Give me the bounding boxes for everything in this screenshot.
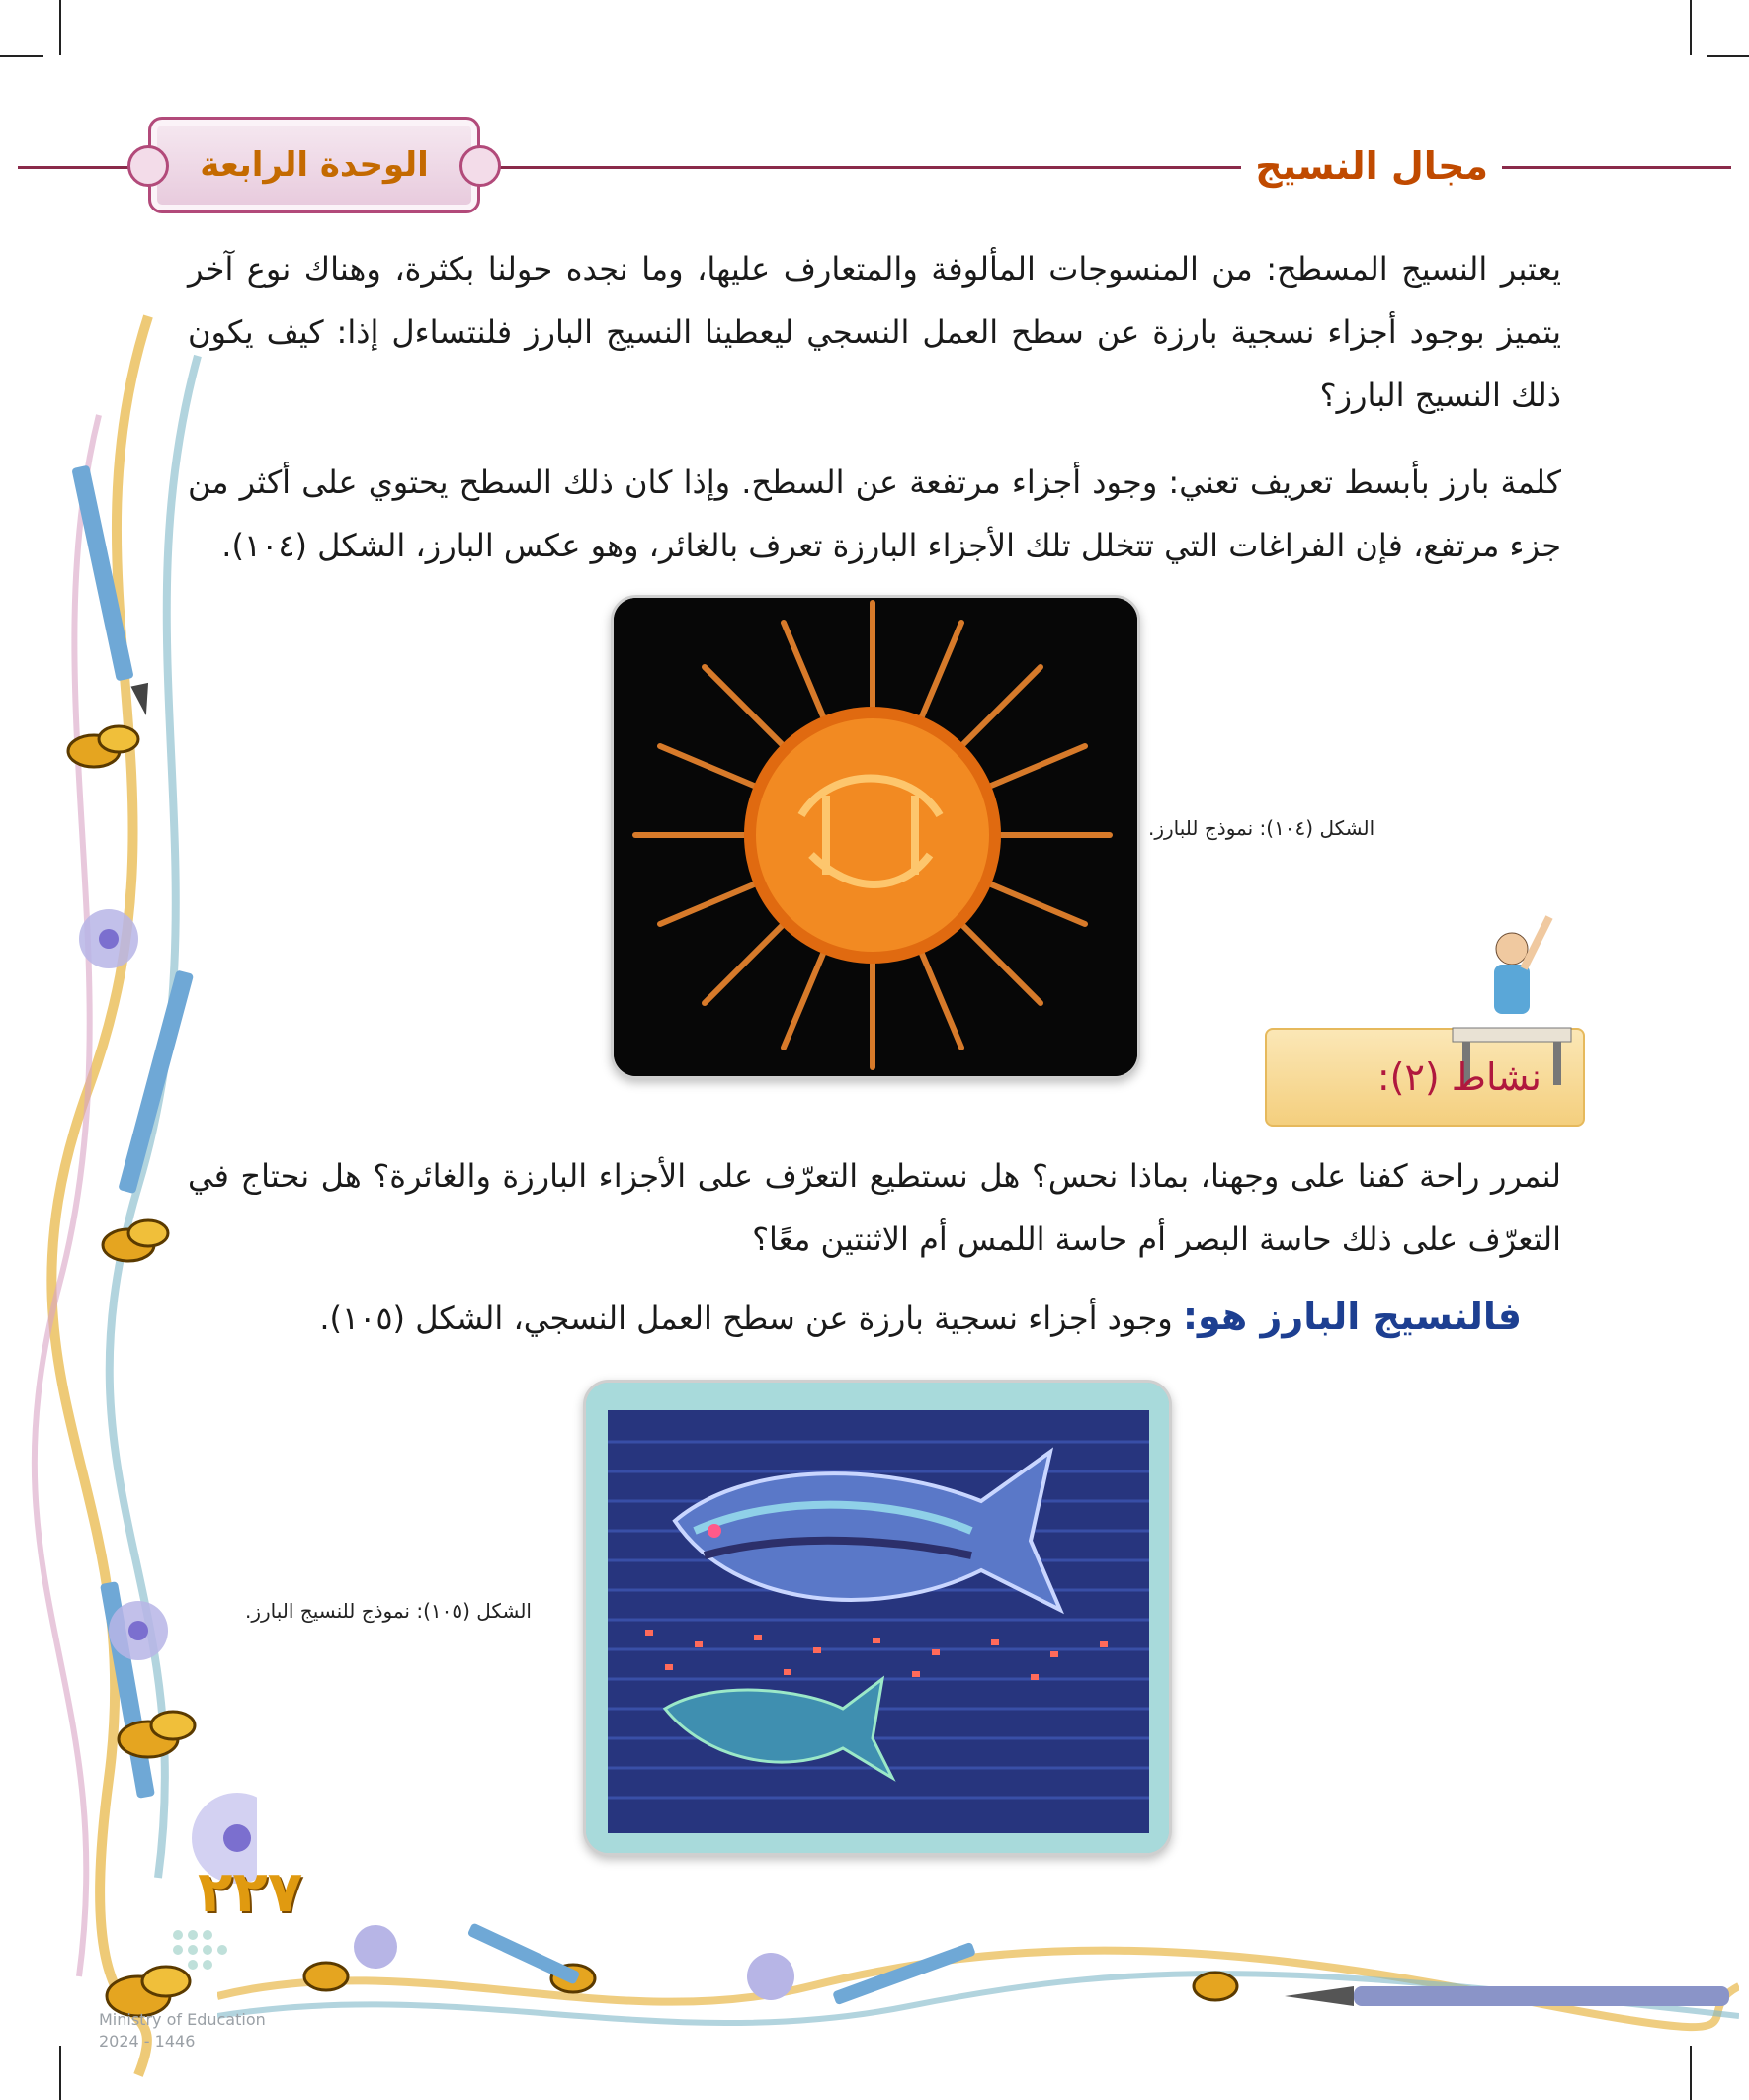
flower-icon [109, 1601, 168, 1660]
butterfly-icon [1194, 1973, 1237, 2000]
pencil-icon [118, 969, 194, 1194]
ornament-icon [127, 145, 169, 187]
brush-icon [1285, 1986, 1729, 2006]
paragraph-relief-definition: كلمة بارز بأبسط تعريف تعني: وجود أجزاء مرتفعة عن السطح. وإذا كان ذلك السطح يحتوي على أكثر من جزء مرتفع، فإن الفراغات التي تتخلل تلك الأجزاء البارزة تعرف بالغائر، وهو عكس البارز، الشكل (١٠٤). [188, 463, 1561, 564]
crop-mark [0, 55, 43, 57]
figure-104-caption: الشكل (١٠٤): نموذج للبارز. [1148, 816, 1375, 840]
domain-title: مجال النسيج [1241, 144, 1502, 188]
page-number: ٢٢٧ [198, 1858, 303, 1925]
flower-icon [79, 909, 138, 968]
definition-line [188, 1285, 1522, 1350]
sun-relief-illustration [614, 598, 1137, 1076]
butterfly-icon [304, 1963, 348, 1990]
paragraph-activity-question: لنمرر راحة كفنا على وجهنا، بماذا نحس؟ هل نستطيع التعرّف على الأجزاء البارزة والغائرة؟ هل نحتاج في التعرّف على ذلك حاسة البصر أم حاسة اللمس أم الاثنتين معًا؟ [188, 1157, 1561, 1258]
activity-label: نشاط (٢): [1376, 1055, 1541, 1099]
flower-icon [354, 1925, 397, 1969]
crop-mark [1690, 0, 1692, 55]
crop-mark [1707, 55, 1749, 57]
pencil-icon [467, 1922, 581, 1984]
relief-weaving-fish-illustration [586, 1383, 1169, 1853]
ornament-icon [459, 145, 501, 187]
unit-badge [148, 117, 480, 213]
paragraph-flat-weaving: يعتبر النسيج المسطح: من المنسوجات المألوفة والمتعارف عليها، وما نجده حولنا بكثرة، وهناك نوع آخر يتميز بوجود أجزاء نسجية بارزة عن سطح العمل النسجي ليعطينا النسيج البارز فلنتساءل إذا: كيف يكون ذلك النسيج البارز؟ [188, 250, 1561, 414]
definition-text: وجود أجزاء نسجية بارزة عن سطح العمل النسجي، الشكل (١٠٥). [319, 1300, 1183, 1337]
figure-105-caption: الشكل (١٠٥): نموذج للنسيج البارز. [245, 1599, 532, 1623]
figure-104-image [611, 595, 1140, 1079]
ministry-logo-icon [168, 1925, 257, 1984]
unit-title: الوحدة الرابعة [200, 145, 429, 185]
figure-105-image [583, 1380, 1172, 1856]
decorative-bottom-border [217, 1907, 1739, 2056]
crop-mark [59, 0, 61, 55]
definition-term: فالنسيج البارز هو: [1182, 1295, 1522, 1338]
year-text: 2024 - 1446 [99, 2032, 196, 2051]
butterfly-icon [103, 1220, 168, 1261]
ministry-text: Ministry of Education [99, 2010, 266, 2029]
flower-icon [747, 1953, 794, 2000]
